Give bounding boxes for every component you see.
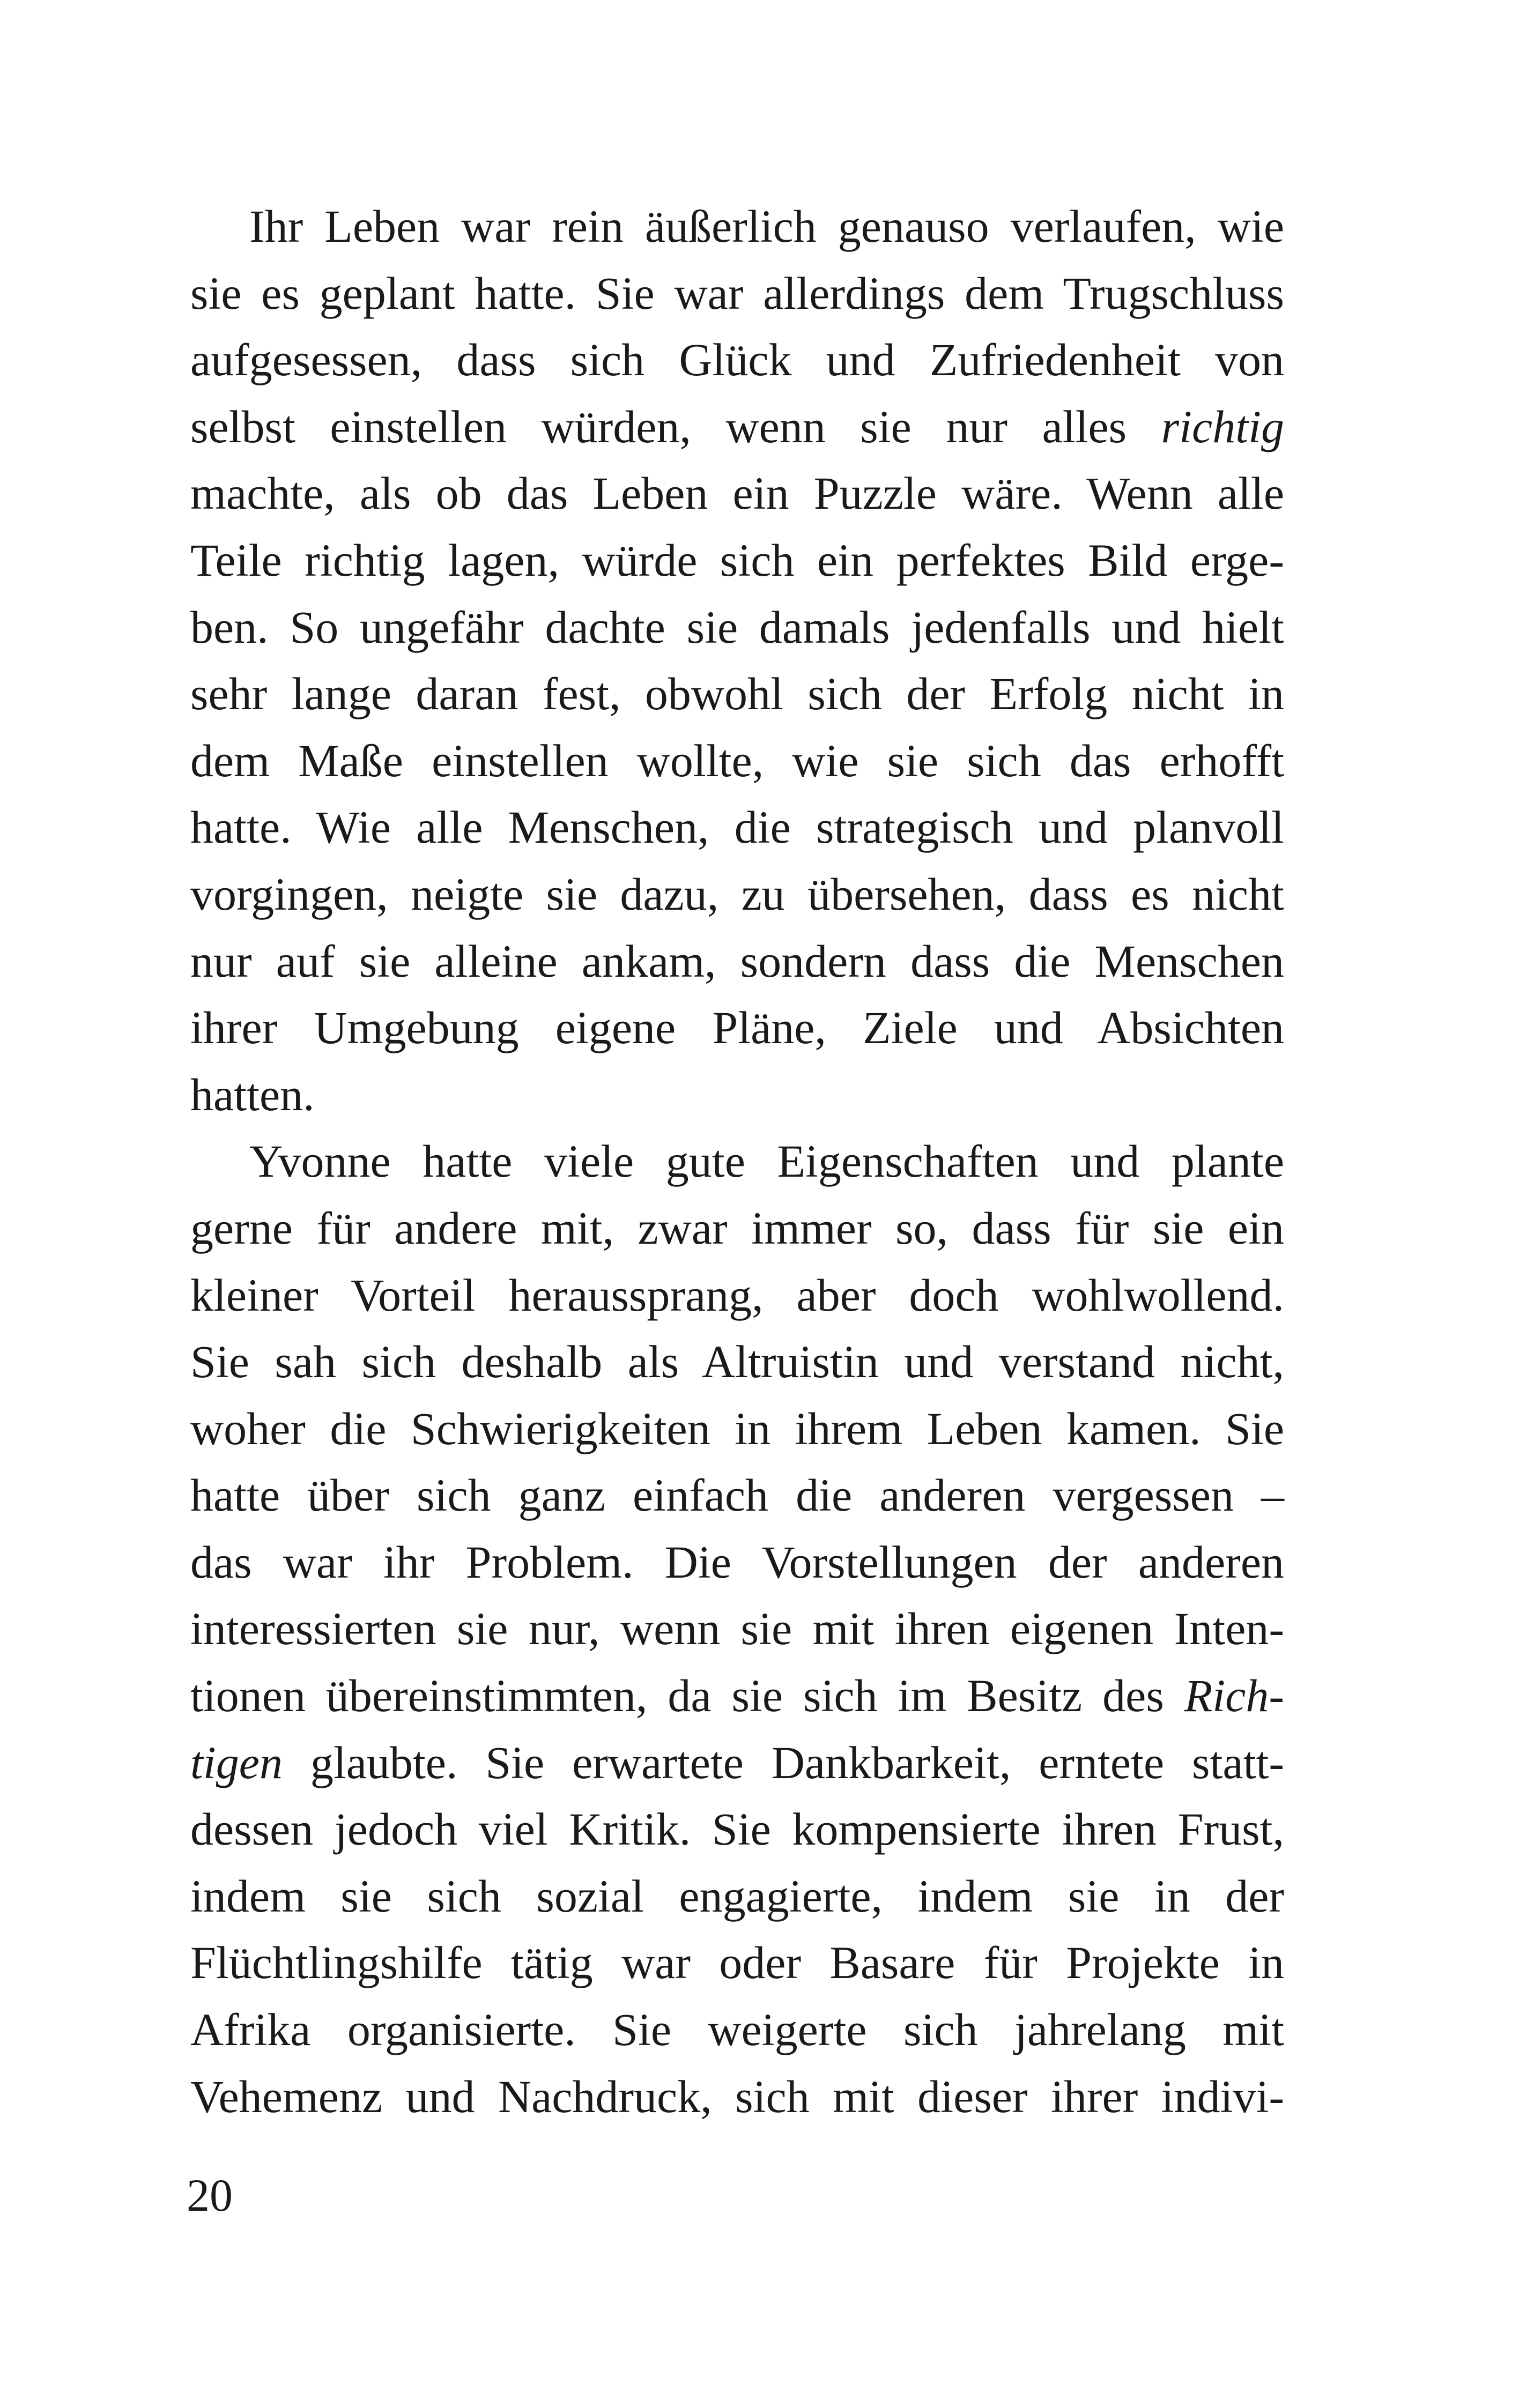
text-segment: Vehemenz und Nachdruck, sich mit dieser ihrer indivi-	[190, 2070, 1284, 2122]
text-segment: Yvonne hatte viele gute Eigenschaften und plante	[249, 1135, 1284, 1187]
text-line	[190, 1662, 1284, 1729]
text-segment: ihrer Umgebung eigene Pläne, Ziele und Absichten	[190, 1002, 1284, 1054]
text-segment: dem Maße einstellen wollte, wie sie sich das erhofft	[190, 734, 1284, 786]
text-line	[190, 326, 1284, 393]
text-segment: das war ihr Problem. Die Vorstellungen der anderen	[190, 1536, 1284, 1588]
text-segment: hatte über sich ganz einfach die anderen vergessen –	[190, 1469, 1284, 1521]
text-segment: dessen jedoch viel Kritik. Sie kompensierte ihren Frust,	[190, 1803, 1284, 1855]
text-segment: Afrika organisierte. Sie weigerte sich jahrelang mit	[190, 2004, 1284, 2056]
text-line	[190, 1796, 1284, 1863]
text-segment: selbst einstellen würden, wenn sie nur alles	[190, 400, 1161, 452]
text-segment: nur auf sie alleine ankam, sondern dass die Menschen	[190, 935, 1284, 987]
text-line	[190, 1462, 1284, 1529]
text-line	[190, 727, 1284, 794]
text-line	[190, 1595, 1284, 1662]
text-segment: interessierten sie nur, wenn sie mit ihren eigenen Inten-	[190, 1603, 1284, 1655]
text-line	[190, 1395, 1284, 1462]
text-segment: woher die Schwierigkeiten in ihrem Leben kamen. Sie	[190, 1402, 1284, 1454]
text-line	[190, 794, 1284, 861]
text-line	[190, 1328, 1284, 1395]
paragraph	[190, 1128, 1284, 2130]
text-segment: Flüchtlingshilfe tätig war oder Basare für Projekte in	[190, 1937, 1284, 1989]
text-line	[190, 1529, 1284, 1596]
text-line	[190, 861, 1284, 928]
italic-text: Rich-	[1184, 1670, 1284, 1722]
text-line	[190, 660, 1284, 727]
text-line	[190, 1262, 1284, 1329]
text-line	[190, 1996, 1284, 2063]
text-line	[190, 260, 1284, 327]
paragraph	[190, 193, 1284, 1128]
text-segment: machte, als ob das Leben ein Puzzle wäre. Wenn alle	[190, 467, 1284, 519]
text-line	[190, 460, 1284, 527]
text-line	[190, 527, 1284, 594]
text-segment: tionen übereinstimmten, da sie sich im Besitz des	[190, 1670, 1184, 1722]
text-segment: Teile richtig lagen, würde sich ein perfektes Bild erge-	[190, 534, 1284, 586]
text-segment: kleiner Vorteil heraussprang, aber doch wohlwollend.	[190, 1269, 1284, 1321]
text-segment: ben. So ungefähr dachte sie damals jedenfalls und hielt	[190, 601, 1284, 653]
text-segment: Sie sah sich deshalb als Altruistin und verstand nicht,	[190, 1336, 1284, 1388]
text-segment: gerne für andere mit, zwar immer so, dass für sie ein	[190, 1202, 1284, 1254]
text-line	[190, 1863, 1284, 1930]
text-segment: sehr lange daran fest, obwohl sich der Erfolg nicht in	[190, 668, 1284, 720]
text-segment: indem sie sich sozial engagierte, indem sie in der	[190, 1870, 1284, 1922]
italic-text: richtig	[1161, 400, 1284, 452]
text-segment: sie es geplant hatte. Sie war allerdings dem Trugschluss	[190, 267, 1284, 319]
text-line	[190, 2063, 1284, 2130]
text-line	[190, 1195, 1284, 1262]
italic-text: tigen	[190, 1736, 283, 1788]
text-line	[190, 193, 1284, 260]
text-line	[190, 1061, 1284, 1128]
text-segment: hatte. Wie alle Menschen, die strategisch und planvoll	[190, 801, 1284, 853]
text-segment: glaubte. Sie erwartete Dankbarkeit, erntete statt-	[282, 1736, 1284, 1788]
text-line	[190, 928, 1284, 995]
text-line	[190, 594, 1284, 661]
text-line	[190, 1128, 1284, 1195]
text-line	[190, 393, 1284, 460]
text-line	[190, 1729, 1284, 1796]
text-line	[190, 994, 1284, 1061]
page-number: 20	[187, 2169, 233, 2221]
text-line	[190, 1929, 1284, 1996]
text-segment: Ihr Leben war rein äußerlich genauso verlaufen, wie	[249, 200, 1284, 252]
text-segment: vorgingen, neigte sie dazu, zu übersehen, dass es nicht	[190, 868, 1284, 920]
text-segment: aufgesessen, dass sich Glück und Zufriedenheit von	[190, 334, 1284, 386]
text-segment: hatten.	[190, 1068, 315, 1120]
body-text	[190, 193, 1284, 2130]
